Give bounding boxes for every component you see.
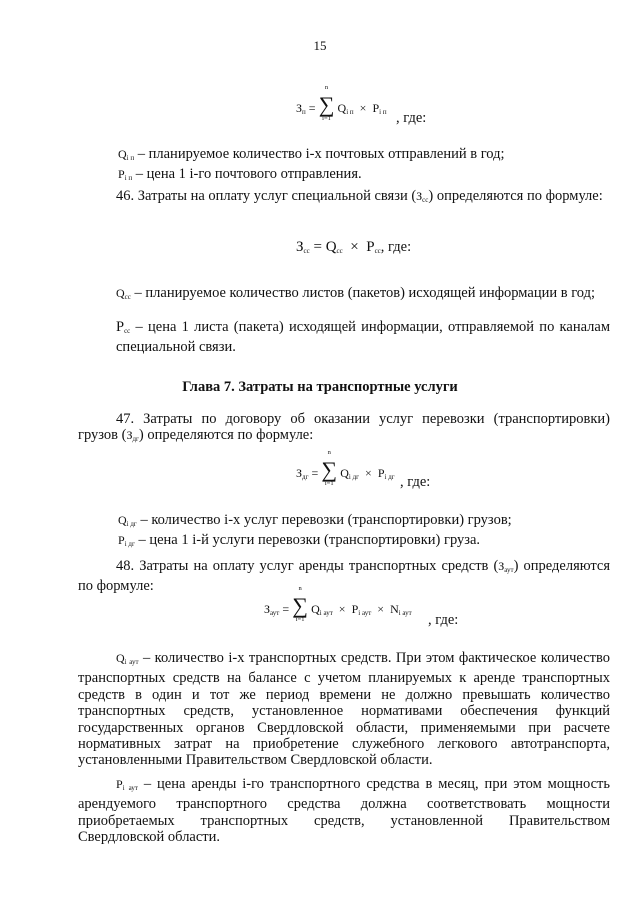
def-text: – планируемое количество листов (пакетов) исходящей информации в год; <box>130 285 596 301</box>
def-symbol: P <box>116 319 125 335</box>
def-aut-q <box>78 650 610 769</box>
def-text: – количество i-х услуг перевозки (транспортировки) грузов; <box>136 512 512 528</box>
para-text-b: ) определяются по формуле: <box>78 558 610 595</box>
inline-symbol: З <box>126 428 133 443</box>
def-text: – количество i-х транспортных средств. При этом фактическое количество транспортных средств на балансе с учетом планируемых к аренде транспортных средств в один и тот же период времени не должно превышать количество транспортных средств, установленное нормативами обеспечения функций государственных органов Свердловской области, применяемыми при расчете нормативных затрат на приобретение служебного легкового автотранспорта, установленными Правительством Свердловской области. <box>78 650 610 769</box>
inline-symbol-sub: сс <box>422 196 429 204</box>
def-symbol-sub: i аут <box>122 784 138 792</box>
formula-eq: = <box>313 239 322 255</box>
def-post-p <box>118 166 610 186</box>
formula-term-p-sub: сс <box>374 247 381 255</box>
formula-term-q-sub: i дг <box>348 473 360 481</box>
def-symbol: Q <box>118 147 127 161</box>
sigma-symbol: n ∑ i=1 <box>319 95 335 116</box>
formula-term-q-sub: i аут <box>319 609 333 617</box>
def-symbol-sub: i п <box>124 174 133 182</box>
page-number: 15 <box>313 38 327 53</box>
formula-times: × <box>377 602 385 616</box>
para-text-a: 47. Затраты по договору об оказании услуг перевозки (транспортировки) грузов ( <box>78 411 610 444</box>
sum-bottom: i=1 <box>295 616 305 623</box>
formula-term-q: Q <box>337 101 347 115</box>
formula-cargo <box>296 449 395 487</box>
def-text: – планируемое количество i-х почтовых отправлений в год; <box>134 146 505 162</box>
formula-cargo-gde: , где: <box>400 474 431 490</box>
inline-symbol: З <box>498 559 505 573</box>
formula-eq: = <box>311 466 319 480</box>
formula-term-n-sub: i аут <box>398 609 412 617</box>
formula-term-p: P <box>377 466 385 480</box>
formula-times: × <box>365 466 372 480</box>
para-text-b: ) определяются по формуле: <box>138 427 314 444</box>
sum-bottom: i=1 <box>322 115 331 122</box>
formula-lhs-sub: п <box>302 108 306 116</box>
formula-term-p-sub: i п <box>379 108 387 116</box>
para-text-a: 46. Затраты на оплату услуг специальной связи ( <box>116 188 417 204</box>
def-ss-p <box>116 319 610 356</box>
inline-symbol-sub: аут <box>504 566 514 574</box>
formula-rent-gde: , где: <box>428 612 459 628</box>
formula-times: × <box>359 101 367 115</box>
formula-postal-gde: , где: <box>396 110 427 126</box>
formula-lhs: З <box>296 101 303 115</box>
def-text: – цена 1 i-й услуги перевозки (транспортировки) груза. <box>134 532 481 548</box>
formula-lhs: З <box>296 239 304 255</box>
formula-gde: , где: <box>380 239 412 255</box>
formula-lhs: З <box>264 602 271 616</box>
def-post-q <box>118 146 610 166</box>
paragraph-46 <box>78 188 610 208</box>
formula-lhs-sub: аут <box>270 609 280 617</box>
paragraph-47 <box>78 411 610 448</box>
def-symbol-sub: i аут <box>124 658 139 666</box>
def-dg-q <box>118 512 610 532</box>
def-text: – цена аренды i-го транспортного средства в месяц, при этом мощность арендуемого транспортного средства должна соответствовать мощности приобретаемых транспортных средств, установленной Правительством Свердловской области. <box>78 776 610 846</box>
para-text-a: 48. Затраты на оплату услуг аренды транспортных средств ( <box>116 558 499 574</box>
formula-lhs-sub: сс <box>303 247 310 255</box>
formula-term-q-sub: сс <box>336 247 343 255</box>
def-symbol: Q <box>118 513 127 527</box>
paragraph-48 <box>78 558 610 595</box>
def-dg-p <box>118 532 610 552</box>
formula-special <box>296 239 411 256</box>
def-symbol: Q <box>116 286 125 300</box>
formula-rent <box>264 585 412 623</box>
formula-term-q: Q <box>311 602 320 616</box>
def-symbol: P <box>116 777 123 791</box>
formula-lhs-sub: дг <box>302 473 309 481</box>
formula-times: × <box>350 239 359 255</box>
formula-term-q-sub: i п <box>346 108 354 116</box>
formula-term-p: P <box>366 239 375 255</box>
formula-term-n: N <box>390 602 399 616</box>
para-text-b: ) определяются по формуле: <box>428 188 603 204</box>
formula-term-p-sub: i дг <box>384 473 395 481</box>
def-symbol-sub: сс <box>124 293 131 301</box>
sum-bottom: i=1 <box>324 480 334 487</box>
def-symbol: P <box>118 167 125 181</box>
def-text: – цена 1 листа (пакета) исходящей информации, отправляемой по каналам специальной связи. <box>116 319 610 356</box>
sigma-symbol: n ∑ i=1 <box>321 460 337 481</box>
def-ss-q <box>78 285 610 305</box>
chapter-heading: Глава 7. Затраты на транспортные услуги <box>182 379 458 395</box>
def-symbol-sub: i дг <box>124 540 135 548</box>
formula-term-q: Q <box>325 239 337 255</box>
formula-term-q: Q <box>340 466 349 480</box>
def-aut-p <box>78 776 610 846</box>
sum-top: n <box>298 585 302 592</box>
sigma-symbol: n ∑ i=1 <box>292 596 308 617</box>
formula-lhs: З <box>296 466 303 480</box>
sum-top: n <box>327 449 331 456</box>
inline-symbol-sub: дг <box>132 435 139 444</box>
def-symbol: P <box>118 533 125 547</box>
def-symbol-sub: i п <box>126 154 135 162</box>
formula-eq: = <box>308 101 316 115</box>
formula-term-p: P <box>351 602 359 616</box>
def-symbol: Q <box>116 651 125 665</box>
formula-eq: = <box>282 602 290 616</box>
sum-top: n <box>324 84 329 91</box>
formula-times: × <box>338 602 346 616</box>
inline-symbol: З <box>416 189 423 203</box>
formula-term-p-sub: i аут <box>358 609 372 617</box>
def-text: – цена 1 i-го почтового отправления. <box>132 166 362 182</box>
def-symbol-sub: i дг <box>126 520 137 528</box>
def-symbol-sub: сс <box>124 327 131 335</box>
formula-term-p: P <box>372 101 380 115</box>
formula-postal <box>296 84 387 122</box>
